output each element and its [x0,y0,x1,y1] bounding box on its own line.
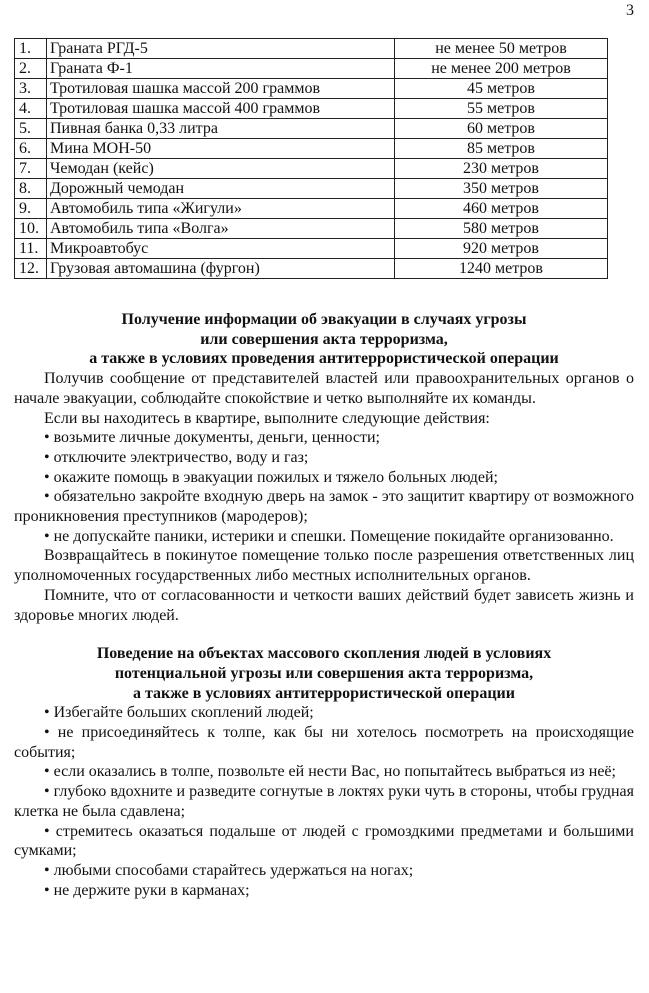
section1-bullet: • обязательно закройте входную дверь на замок - это защитит квартиру от возможного проникновения преступников (мародеров); [14,488,634,526]
row-number: 3. [15,79,47,99]
row-distance: 60 метров [395,119,608,139]
row-distance: 45 метров [395,79,608,99]
row-item: Мина МОН-50 [47,139,395,159]
section1-paragraph: Если вы находитесь в квартире, выполните следующие действия: [44,409,490,427]
page-number: 3 [626,2,634,19]
row-number: 2. [15,59,47,79]
row-number: 12. [15,259,47,279]
section1-heading-line: Получение информации об эвакуации в случаях угрозы [121,311,527,328]
section1-heading [14,310,634,369]
row-distance: 1240 метров [395,259,608,279]
table-row [15,119,608,139]
table-row [15,199,608,219]
row-item: Грузовая автомашина (фургон) [47,259,395,279]
document-body [14,310,634,900]
section2-bullet: • если оказались в толпе, позвольте ей нести Вас, но попытайтесь выбраться из неё; [44,763,616,781]
section1-bullet: • окажите помощь в эвакуации пожилых и тяжело больных людей; [44,468,498,486]
row-distance: 580 метров [395,219,608,239]
row-number: 9. [15,199,47,219]
table-row [15,179,608,199]
section1-paragraph: Помните, что от согласованности и четкости ваших действий будет зависеть жизнь и здоровье многих людей. [14,586,634,624]
section2-bullet: • глубоко вдохните и разведите согнутые в локтях руки чуть в стороны, чтобы грудная клетка не была сдавлена; [14,783,634,820]
row-item: Дорожный чемодан [47,179,395,199]
table-row [15,39,608,59]
row-number: 10. [15,219,47,239]
row-distance: 920 метров [395,239,608,259]
row-item: Тротиловая шашка массой 200 граммов [47,79,395,99]
section2-bullet: • не держите руки в карманах; [44,881,250,899]
evacuation-distance-table [14,38,608,279]
table-row [15,159,608,179]
row-item: Граната РГД-5 [47,39,395,59]
table-row [15,219,608,239]
section1-bullet: • не допускайте паники, истерики и спешки. Помещение покидайте организованно. [44,527,614,545]
section2-heading [14,644,634,703]
section1-heading-line: а также в условиях проведения антитеррористической операции [89,350,559,368]
row-distance: 460 метров [395,199,608,219]
table-row [15,79,608,99]
row-number: 11. [15,239,47,259]
row-distance: не менее 200 метров [395,59,608,79]
section2-heading-line: а также в условиях антитеррористической операции [133,684,515,702]
table-row [15,259,608,279]
row-number: 1. [15,39,47,59]
section2-bullet: • любыми способами старайтесь удержаться на ногах; [44,861,414,879]
row-number: 4. [15,99,47,119]
row-number: 8. [15,179,47,199]
table-row [15,139,608,159]
row-item: Автомобиль типа «Жигули» [47,199,395,219]
row-distance: 350 метров [395,179,608,199]
table-row [15,99,608,119]
section1-heading-line: или совершения акта терроризма, [200,330,448,348]
section2-bullet: • Избегайте больших скоплений людей; [44,704,314,722]
section2-bullet: • стремитесь оказаться подальше от людей с громоздкими предметами и большими сумками; [14,822,634,860]
row-item: Микроавтобус [47,239,395,259]
section2-heading-line: Поведение на объектах массового скопления людей в условиях [96,645,552,663]
row-item: Пивная банка 0,33 литра [47,119,395,139]
section2-bullet: • не присоединяйтесь к толпе, как бы ни хотелось посмотреть на происходящие события; [14,724,634,761]
section1-bullet: • отключите электричество, воду и газ; [44,448,309,466]
table-row [15,59,608,79]
row-distance: 55 метров [395,99,608,119]
row-item: Граната Ф-1 [47,59,395,79]
row-distance: не менее 50 метров [395,39,608,59]
row-distance: 85 метров [395,139,608,159]
row-number: 7. [15,159,47,179]
section1-paragraph: Получив сообщение от представителей властей или правоохранительных органов о начале эвакуации, соблюдайте спокойствие и четко выполняйте их команды. [14,370,634,407]
row-number: 6. [15,139,47,159]
row-number: 5. [15,119,47,139]
section1-bullet: • возьмите личные документы, деньги, ценности; [44,429,380,447]
section1-paragraph: Возвращайтесь в покинутое помещение только после разрешения ответственных лиц уполномоченных государственных либо местных исполнительных органов. [14,547,634,585]
section2-heading-line: потенциальной угрозы или совершения акта терроризма, [114,664,534,682]
table-row [15,239,608,259]
row-item: Тротиловая шашка массой 400 граммов [47,99,395,119]
row-distance: 230 метров [395,159,608,179]
row-item: Автомобиль типа «Волга» [47,219,395,239]
row-item: Чемодан (кейс) [47,159,395,179]
